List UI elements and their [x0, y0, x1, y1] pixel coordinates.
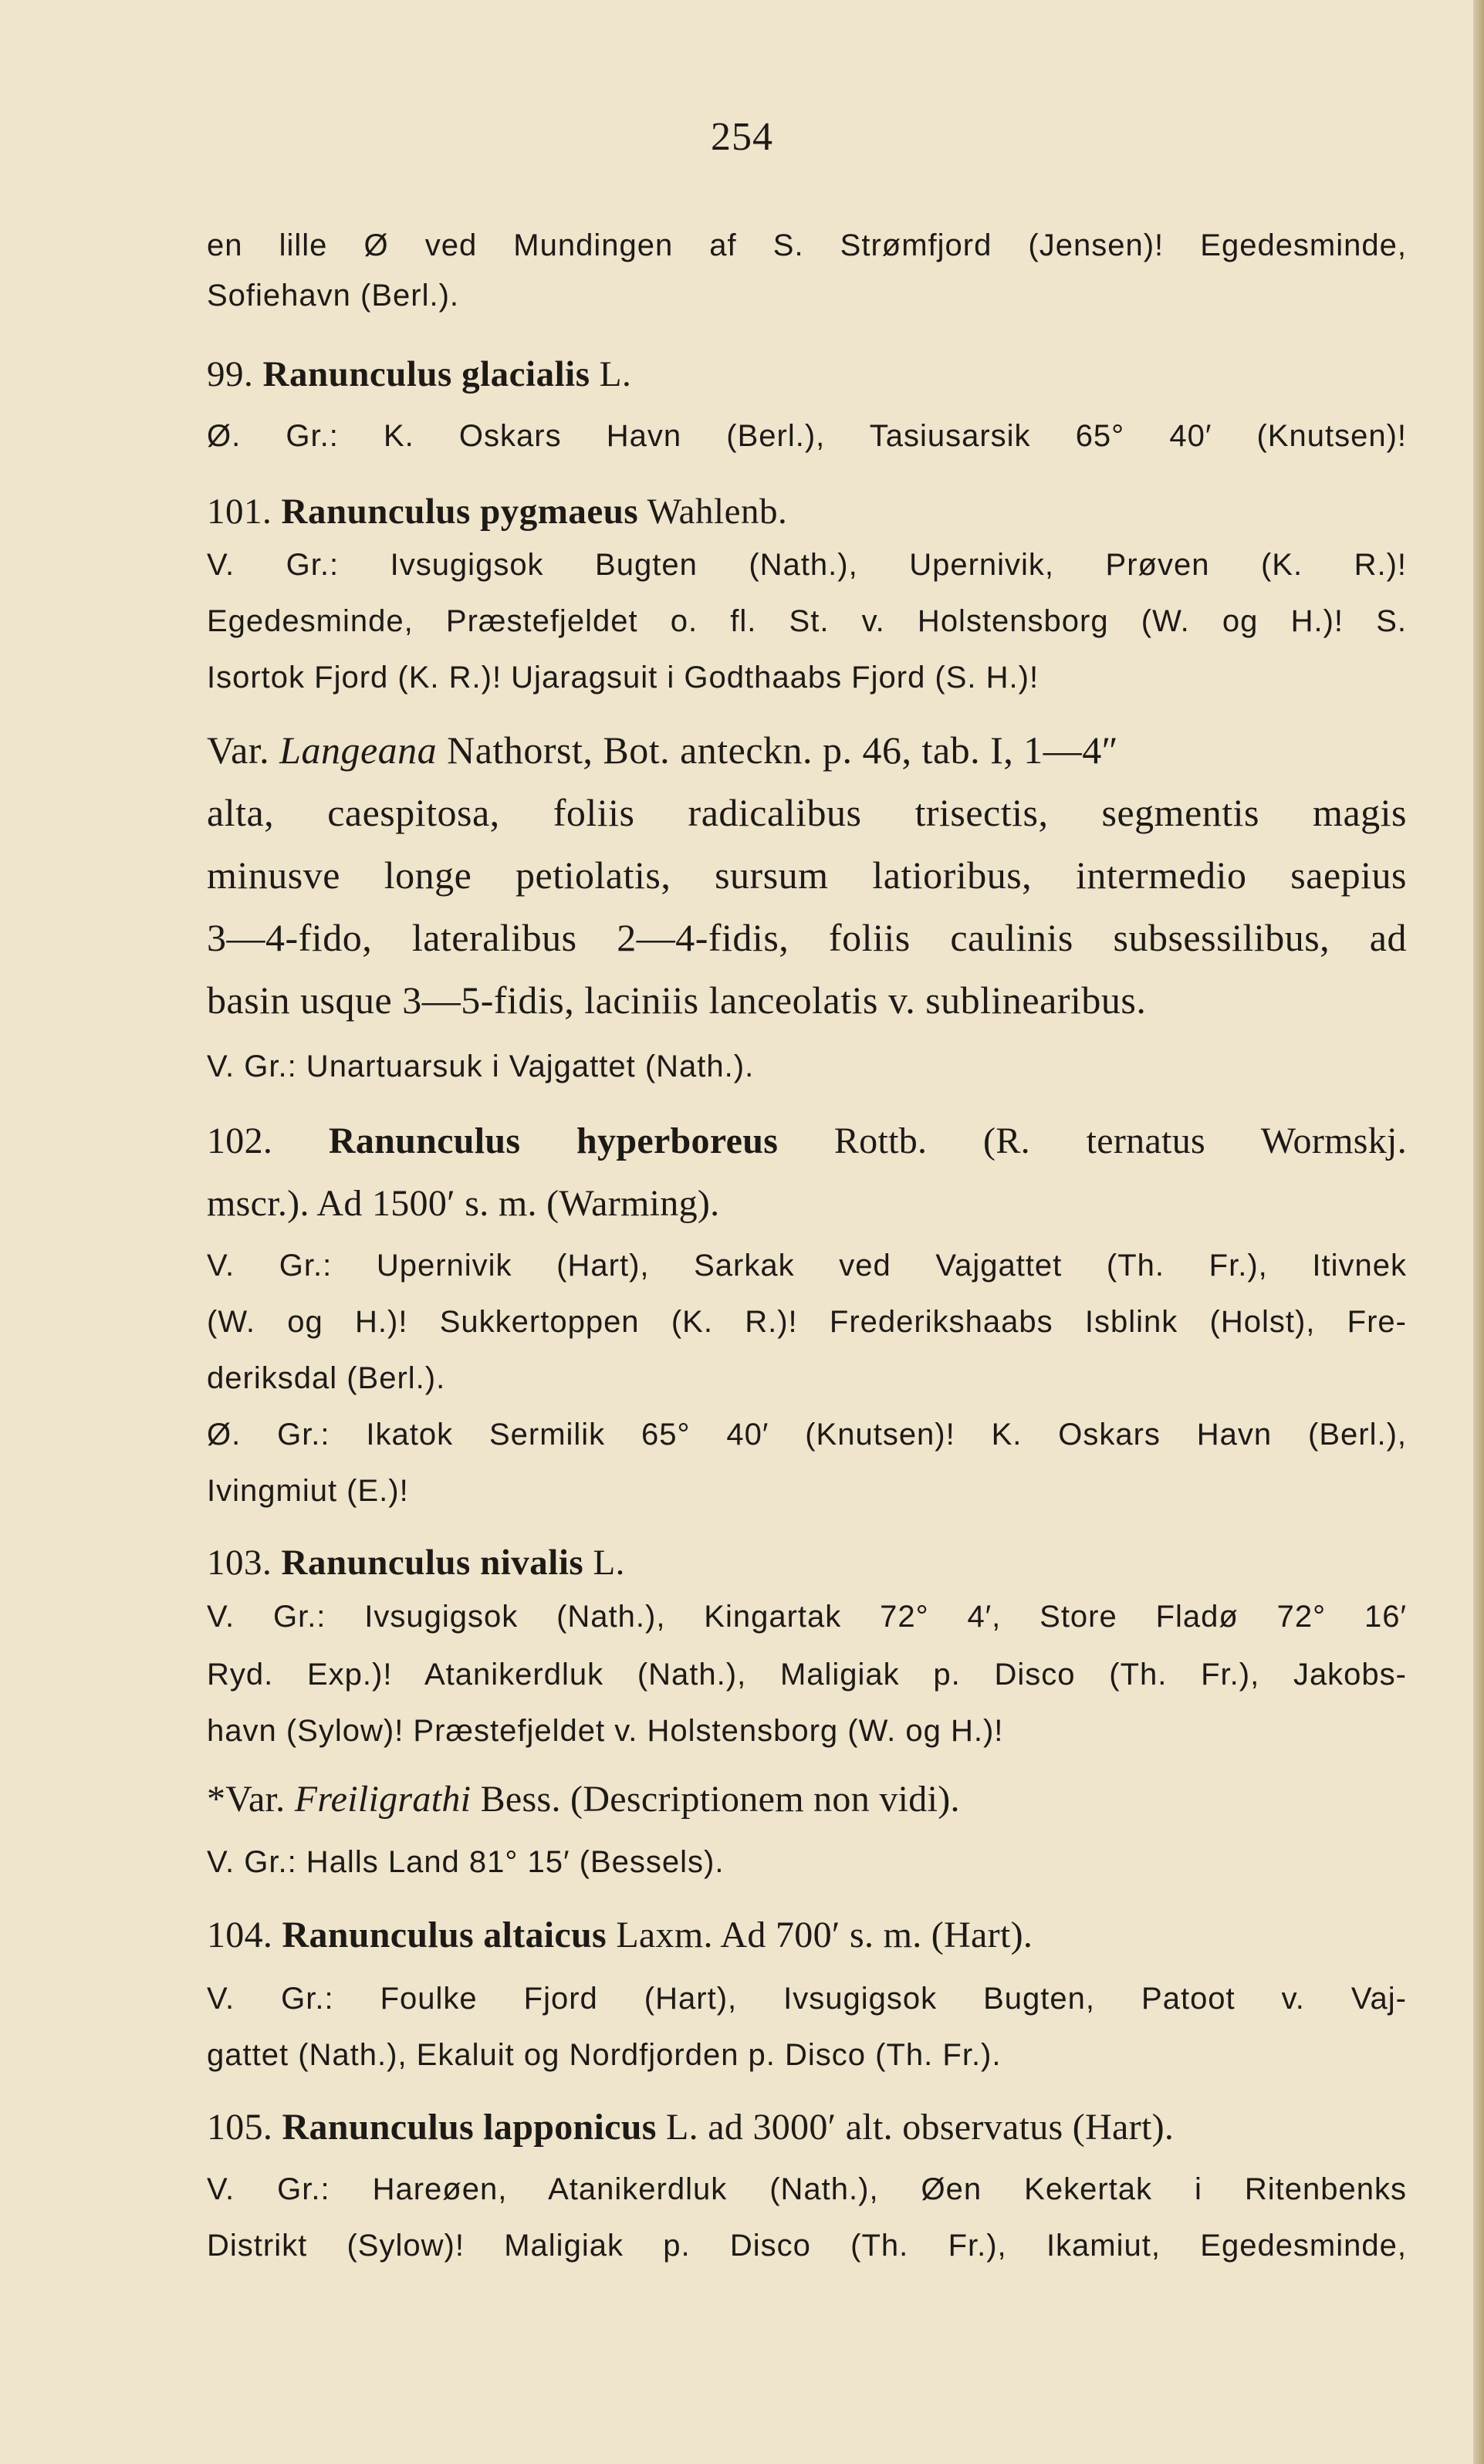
variety-name: Langeana — [279, 728, 438, 772]
variety-prefix: *Var. — [207, 1779, 295, 1820]
text-line: Distrikt (Sylow)! Maligiak p. Disco (Th. Fr.), Ikamiut, Egedesminde, — [207, 2229, 1407, 2263]
species-heading — [207, 2109, 1174, 2146]
variety-author: Nathorst, Bot. anteckn. p. 46, tab. I, 1—4″ — [437, 728, 1119, 772]
text-line: V. Gr.: Hareøen, Atanikerdluk (Nath.), Øen Kekertak i Ritenbenks — [207, 2172, 1407, 2206]
page-edge — [1473, 0, 1484, 2464]
species-number: 101. — [207, 492, 272, 532]
species-author: L. ad 3000′ alt. observatus (Hart). — [656, 2107, 1175, 2148]
text-line: Egedesminde, Præstefjeldet o. fl. St. v. Holstensborg (W. og H.)! S. — [207, 604, 1407, 638]
species-number: 103. — [207, 1543, 272, 1583]
text-line: alta, caespitosa, foliis radicalibus trisectis, segmentis magis — [207, 791, 1407, 834]
text-line: V. Gr.: Halls Land 81° 15′ (Bessels). — [207, 1845, 725, 1879]
variety-heading — [207, 728, 1119, 772]
species-heading — [207, 1545, 625, 1581]
text-line: mscr.). Ad 1500′ s. m. (Warming). — [207, 1183, 720, 1224]
species-author: L. — [583, 1543, 625, 1583]
species-heading — [207, 1917, 1033, 1954]
species-heading — [207, 1120, 1407, 1161]
species-name: Ranunculus glacialis — [262, 354, 590, 394]
text-line: V. Gr.: Unartuarsuk i Vajgattet (Nath.). — [207, 1049, 755, 1083]
species-author: Rottb. (R. ternatus Wormskj. — [778, 1120, 1407, 1161]
text-line: Ø. Gr.: Ikatok Sermilik 65° 40′ (Knutsen)! K. Oskars Havn (Berl.), — [207, 1418, 1407, 1452]
text-line: havn (Sylow)! Præstefjeldet v. Holstensborg (W. og H.)! — [207, 1714, 1004, 1748]
text-line: gattet (Nath.), Ekaluit og Nordfjorden p. Disco (Th. Fr.). — [207, 2038, 1002, 2072]
text-line: Ryd. Exp.)! Atanikerdluk (Nath.), Maligiak p. Disco (Th. Fr.), Jakobs- — [207, 1658, 1407, 1692]
species-name: Ranunculus lapponicus — [282, 2107, 657, 2148]
species-name: Ranunculus hyperboreus — [328, 1120, 779, 1161]
species-number: 99. — [207, 354, 254, 394]
text-line: Sofiehavn (Berl.). — [207, 279, 460, 313]
species-author: Wahlenb. — [638, 492, 788, 532]
text-line: (W. og H.)! Sukkertoppen (K. R.)! Frederikshaabs Isblink (Holst), Fre- — [207, 1305, 1407, 1339]
species-name: Ranunculus altaicus — [282, 1915, 607, 1955]
text-line: V. Gr.: Upernivik (Hart), Sarkak ved Vajgattet (Th. Fr.), Itivnek — [207, 1249, 1407, 1283]
species-name: Ranunculus nivalis — [281, 1543, 584, 1583]
variety-author: Bess. (Descriptionem non vidi). — [471, 1779, 960, 1820]
species-author: L. — [590, 354, 632, 394]
text-line: Ø. Gr.: K. Oskars Havn (Berl.), Tasiusarsik 65° 40′ (Knutsen)! — [207, 419, 1407, 453]
species-number: 102. — [207, 1120, 273, 1161]
text-line: V. Gr.: Foulke Fjord (Hart), Ivsugigsok Bugten, Patoot v. Vaj- — [207, 1982, 1407, 2016]
species-heading — [207, 354, 632, 394]
text-line: V. Gr.: Ivsugigsok Bugten (Nath.), Upernivik, Prøven (K. R.)! — [207, 548, 1407, 582]
text-line: minusve longe petiolatis, sursum latioribus, intermedio saepius — [207, 853, 1407, 897]
page-number: 254 — [711, 115, 773, 159]
text-line: V. Gr.: Ivsugigsok (Nath.), Kingartak 72° 4′, Store Fladø 72° 16′ — [207, 1600, 1407, 1634]
species-number: 104. — [207, 1915, 273, 1955]
text-line: en lille Ø ved Mundingen af S. Strømfjord (Jensen)! Egedesminde, — [207, 228, 1407, 262]
species-author: Laxm. Ad 700′ s. m. (Hart). — [607, 1915, 1033, 1955]
text-line: Ivingmiut (E.)! — [207, 1474, 409, 1508]
text-line: 3—4-fido, lateralibus 2—4-fidis, foliis caulinis subsessilibus, ad — [207, 916, 1407, 959]
species-number: 105. — [207, 2107, 273, 2148]
species-name: Ranunculus pygmaeus — [281, 492, 639, 532]
text-line: deriksdal (Berl.). — [207, 1361, 446, 1395]
text-line: basin usque 3—5-fidis, laciniis lanceolatis v. sublinearibus. — [207, 979, 1147, 1022]
text-line: Isortok Fjord (K. R.)! Ujaragsuit i Godthaabs Fjord (S. H.)! — [207, 661, 1039, 695]
variety-name: Freiligrathi — [294, 1779, 472, 1820]
species-heading — [207, 494, 787, 530]
variety-heading — [207, 1781, 960, 1818]
variety-prefix: Var. — [207, 728, 280, 772]
